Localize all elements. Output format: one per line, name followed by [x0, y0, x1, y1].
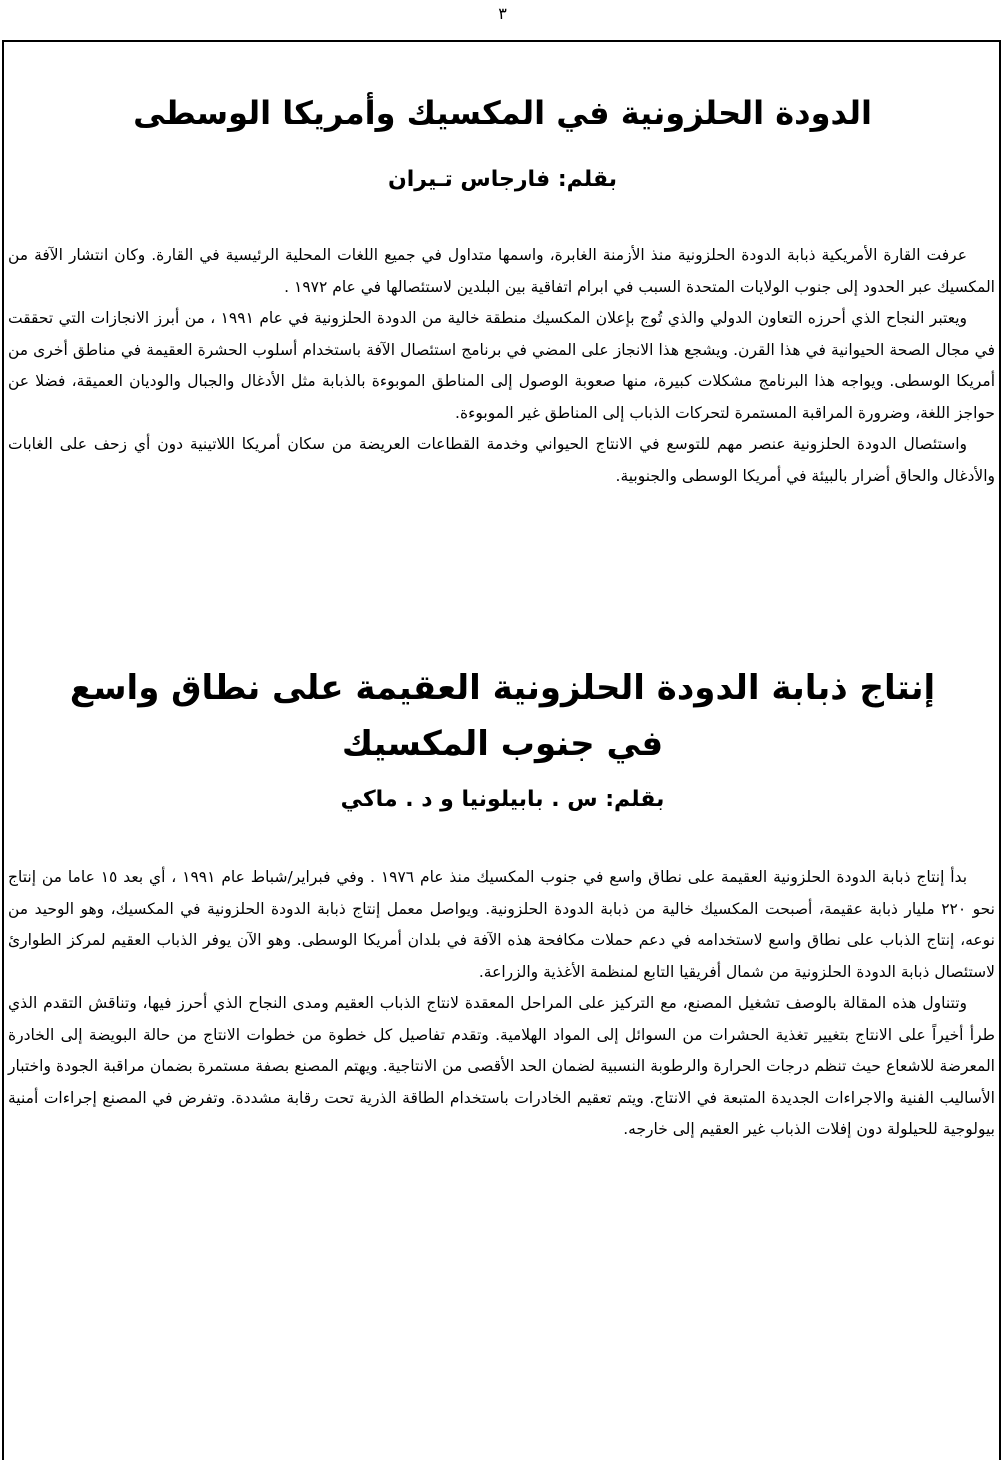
paragraph: واستئصال الدودة الحلزونية عنصر مهم للتوسع في الانتاج الحيواني وخدمة القطاعات العريضة من سكان أمريكا اللاتينية دون أي زحف على الغابات والأدغال والحاق أضرار بالبيئة في أمريكا الوسطى والجنوبية.: [8, 435, 995, 485]
article2-header: [0, 660, 1005, 772]
paragraph: ويعتبر النجاح الذي أحرزه التعاون الدولي والذي تُوج بإعلان المكسيك منطقة خالية من الدودة الحلزونية في عام ١٩٩١ ، من أبرز الانجازات التي تحققت في مجال الصحة الحيوانية في هذا القرن. ويشجع هذا الانجاز على المضي في برنامج استئصال الآفة باستخدام أسلوب الحشرة العقيمة في مناطق أخرى من أمريكا الوسطى. ويواجه هذا البرنامج مشكلات كبيرة، منها صعوبة الوصول إلى المناطق الموبوءة بالذبابة مثل الأدغال والجبال والوديان العميقة، فضلا عن حواجز اللغة، وضرورة المراقبة المستمرة لتحركات الذباب إلى المناطق غير الموبوءة.: [8, 309, 995, 422]
article2-byline: بقلم: س . بابيلونيا و د . ماكي: [340, 787, 665, 812]
article2-title-line2: في جنوب المكسيك: [341, 724, 664, 764]
paragraph: وتتناول هذه المقالة بالوصف تشغيل المصنع، مع التركيز على المراحل المعقدة لانتاج الذباب العقيم ومدى النجاح الذي أحرز فيها، وتناقش التقدم الذي طرأ أخيراً على الانتاج بتغيير تغذية الحشرات من السوائل إلى المواد الهلامية. وتقدم تفاصيل كل خطوة من خطوات الانتاج من حالة البويضة إلى الخادرة المعرضة للاشعاع حيث تنظم درجات الحرارة والرطوبة النسبية لضمان الحد الأقصى من الانتاجية. ويهتم المصنع بصفة مستمرة بضمان مراقبة الجودة واختبار الأساليب الفنية والاجراءات الجديدة المتبعة في الانتاج. ويتم تعقيم الخادرات باستخدام الطاقة الذرية تحت رقابة مشددة. وتفرض في المصنع إجراءات أمنية بيولوجية للحيلولة دون إفلات الذباب غير العقيم إلى خارجه.: [8, 994, 995, 1138]
article1-body: [0, 240, 1005, 492]
paragraph: عرفت القارة الأمريكية ذبابة الدودة الحلزونية منذ الأزمنة الغابرة، واسمها متداول في جميع اللغات المحلية الرئيسية في القارة. وكان انتشار الآفة من المكسيك عبر الحدود إلى جنوب الولايات المتحدة السبب في ابرام اتفاقية بين البلدين لاستئصالها في عام ١٩٧٢ .: [8, 246, 995, 296]
article1-title: الدودة الحلزونية في المكسيك وأمريكا الوسطى: [133, 94, 872, 132]
article2-body: [0, 862, 1005, 1146]
article2-title-line1: إنتاج ذبابة الدودة الحلزونية العقيمة على نطاق واسع: [69, 668, 936, 708]
article1-header: [0, 86, 1005, 140]
paragraph: بدأ إنتاج ذبابة الدودة الحلزونية العقيمة على نطاق واسع في جنوب المكسيك منذ عام ١٩٧٦ . وفي فبراير/شباط عام ١٩٩١ ، أي بعد ١٥ عاما من إنتاج نحو ٢٢٠ مليار ذبابة عقيمة، أصبحت المكسيك خالية من ذبابة الدودة الحلزونية. ويواصل معمل إنتاج ذبابة الدودة الحلزونية في المكسيك، وهو الوحيد من نوعه، إنتاج الذباب على نطاق واسع لاستخدامه في دعم حملات مكافحة هذه الآفة في بلدان أمريكا الوسطى. وهو الآن يوفر الذباب العقيم لمركز الطوارئ لاستئصال ذبابة الدودة الحلزونية من شمال أفريقيا التابع لمنظمة الأغذية والزراعة.: [8, 868, 995, 981]
page-number: ٣: [498, 4, 507, 23]
article1-byline: بقلم: فارجاس تـيران: [387, 167, 617, 192]
